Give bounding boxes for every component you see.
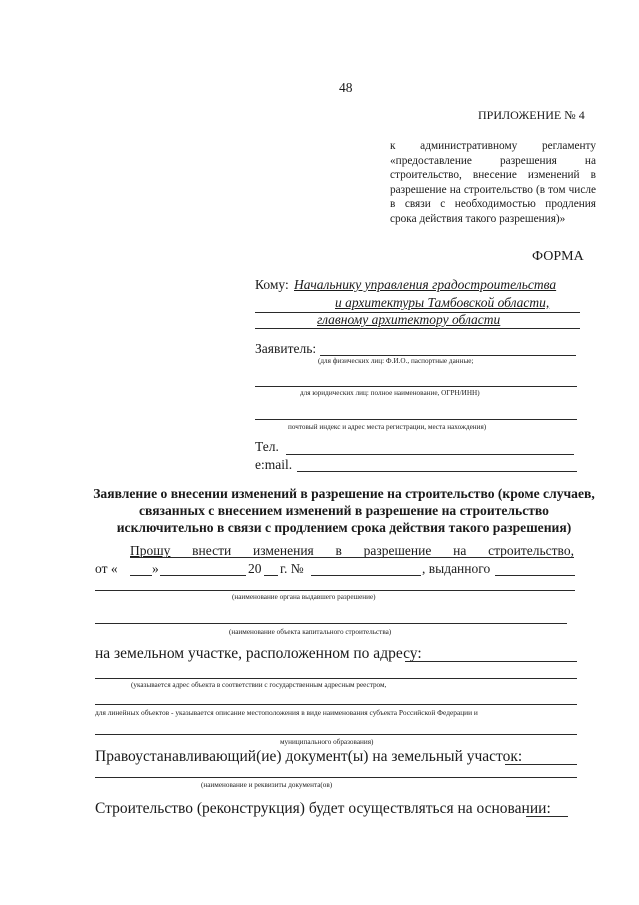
address-field-1[interactable] bbox=[405, 661, 577, 662]
organ-hint: (наименование органа выдавшего разрешение) bbox=[232, 593, 376, 601]
month-field[interactable] bbox=[160, 575, 246, 576]
to-label: Кому: bbox=[255, 277, 289, 292]
request-word-3: изменения bbox=[252, 543, 314, 558]
request-word-7: строительство, bbox=[488, 543, 574, 558]
applicant-hint-3: почтовый индекс и адрес места регистрации, места нахождения) bbox=[288, 423, 487, 431]
phone-field[interactable] bbox=[286, 454, 574, 455]
applicant-field-1[interactable] bbox=[320, 355, 576, 356]
year-prefix: 20 bbox=[248, 561, 262, 576]
request-word-4: в bbox=[335, 543, 342, 558]
construction-label: Строительство (реконструкция) будет осуществляться на основании: bbox=[95, 800, 551, 817]
object-hint: (наименование объекта капитального строительства) bbox=[229, 628, 392, 636]
year-suffix: г. № bbox=[280, 561, 304, 576]
page-number: 48 bbox=[339, 80, 353, 95]
to-line-3: главному архитектору области bbox=[317, 312, 501, 327]
address-hint: (указывается адрес объекта в соответствии с государственным адресным реестром, bbox=[131, 681, 387, 689]
appendix-label: ПРИЛОЖЕНИЕ № 4 bbox=[478, 108, 585, 122]
request-word-5: разрешение bbox=[363, 543, 432, 558]
email-field[interactable] bbox=[297, 471, 577, 472]
title-docs-hint: (наименование и реквизиты документа(ов) bbox=[201, 781, 333, 789]
appendix-annotation: к административному регламенту «предоставление разрешения на строительство, внесение изменений в разрешение на строительство (в том числе в связи с необходимостью продления срока действия такого разрешения)» bbox=[390, 140, 596, 225]
construction-field[interactable] bbox=[526, 816, 568, 817]
address-field-2[interactable] bbox=[95, 678, 577, 679]
day-field[interactable] bbox=[130, 575, 152, 576]
applicant-hint-1: (для физических лиц: Ф.И.О., паспортные данные; bbox=[318, 357, 474, 365]
organ-field[interactable] bbox=[95, 590, 575, 591]
applicant-field-2[interactable] bbox=[255, 386, 577, 387]
applicant-hint-2: для юридических лиц: полное наименование, ОГРН/ИНН) bbox=[300, 389, 480, 397]
to-line-1: Начальнику управления градостроительства bbox=[294, 277, 557, 292]
title-docs-field-1[interactable] bbox=[505, 764, 577, 765]
title-docs-label: Правоустанавливающий(ие) документ(ы) на земельный участок: bbox=[95, 748, 523, 765]
title-docs-field-2[interactable] bbox=[95, 777, 577, 778]
object-field[interactable] bbox=[95, 623, 567, 624]
date-prefix: от « bbox=[95, 561, 118, 576]
date-mid: » bbox=[152, 561, 159, 576]
applicant-label: Заявитель: bbox=[255, 341, 317, 356]
email-label: e:mail. bbox=[255, 457, 293, 472]
request-word-6: на bbox=[453, 543, 467, 558]
issued-field[interactable] bbox=[495, 575, 575, 576]
applicant-field-3[interactable] bbox=[255, 419, 577, 420]
to-underline-3 bbox=[255, 328, 580, 329]
number-field[interactable] bbox=[311, 575, 421, 576]
request-word-2: внести bbox=[192, 543, 232, 558]
address-field-3[interactable] bbox=[95, 704, 577, 705]
phone-label: Тел. bbox=[255, 439, 279, 454]
request-word-1: Прошу bbox=[130, 543, 171, 558]
form-label: ФОРМА bbox=[532, 249, 584, 264]
land-label: на земельном участке, расположенном по адресу: bbox=[95, 645, 422, 662]
year-field[interactable] bbox=[264, 575, 278, 576]
linear-hint: для линейных объектов - указывается описание местоположения в виде наименования субъекта Российской Федерации и bbox=[95, 708, 478, 717]
document-title: Заявление о внесении изменений в разрешение на строительство (кроме случаев, связанных с внесением изменений в разрешение на строительство исключительно в связи с продлением срока действия такого разрешения) bbox=[93, 486, 595, 535]
issued-label: , выданного bbox=[422, 561, 491, 576]
address-field-4[interactable] bbox=[95, 734, 577, 735]
request-underline bbox=[130, 557, 574, 558]
to-line-2: и архитектуры Тамбовской области, bbox=[335, 295, 550, 310]
municipal-hint: муниципального образования) bbox=[280, 738, 374, 746]
